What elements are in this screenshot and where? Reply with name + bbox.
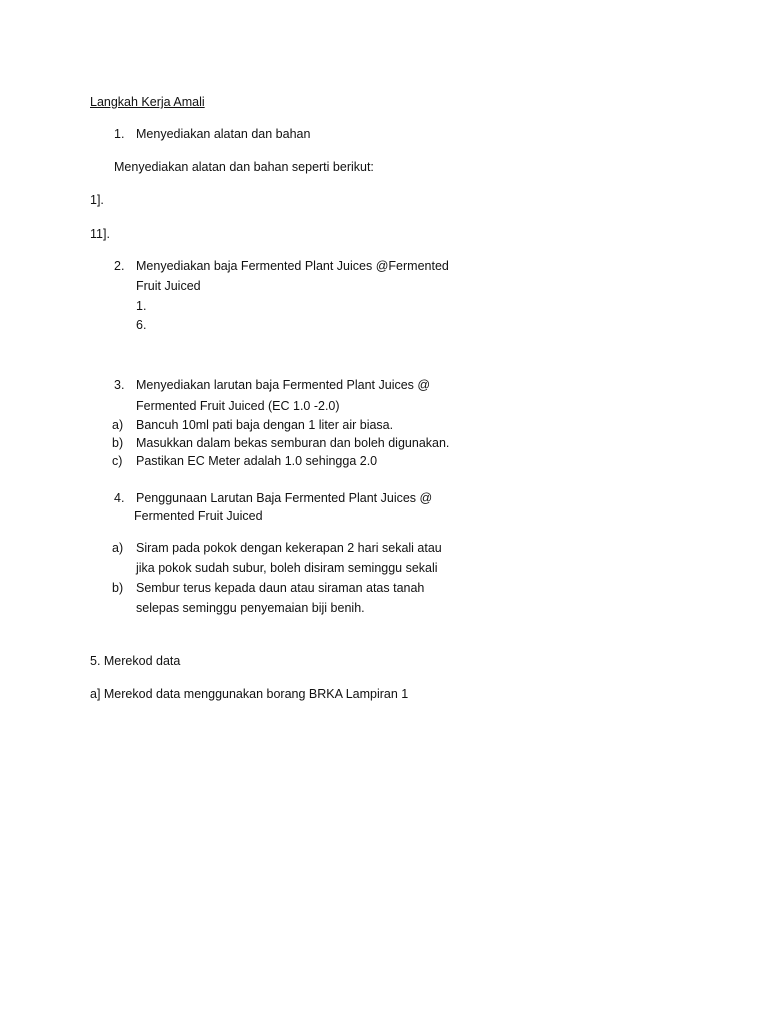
step2-number: 2. <box>114 259 125 273</box>
heading: Langkah Kerja Amali <box>90 95 205 109</box>
step3-title-line2: Fermented Fruit Juiced (EC 1.0 -2.0) <box>136 399 340 413</box>
step3-item-label: a) <box>112 418 124 432</box>
step4-item-line1: Siram pada pokok dengan kekerapan 2 hari sekali atau <box>136 541 442 555</box>
step4-title-line2: Fermented Fruit Juiced <box>134 509 263 523</box>
step3-item-text: Bancuh 10ml pati baja dengan 1 liter air biasa. <box>136 418 394 432</box>
step3-item-label: b) <box>112 436 124 450</box>
step4-item-label: b) <box>112 581 124 595</box>
step2-title-line2: Fruit Juiced <box>136 279 201 293</box>
step3-item-text: Masukkan dalam bekas semburan dan boleh digunakan. <box>136 436 450 450</box>
step1-title: Menyediakan alatan dan bahan <box>136 127 311 141</box>
step4-item-line1: Sembur terus kepada daun atau siraman atas tanah <box>136 581 425 595</box>
step3-item-label: c) <box>112 454 123 468</box>
step4-item-label: a) <box>112 541 124 555</box>
step2-title-line1: Menyediakan baja Fermented Plant Juices @Fermented <box>136 259 449 273</box>
step1-number: 1. <box>114 127 125 141</box>
step4-number: 4. <box>114 491 125 505</box>
step1-item: 1]. <box>90 193 104 207</box>
step3-number: 3. <box>114 378 125 392</box>
step1-description: Menyediakan alatan dan bahan seperti berikut: <box>114 160 374 174</box>
step3-item-text: Pastikan EC Meter adalah 1.0 sehingga 2.0 <box>136 454 378 468</box>
step2-item: 6. <box>136 318 147 332</box>
step2-item: 1. <box>136 299 147 313</box>
step4-item-line2: jika pokok sudah subur, boleh disiram seminggu sekali <box>136 561 438 575</box>
step5-title: 5. Merekod data <box>90 654 181 668</box>
step1-item: 11]. <box>90 227 110 241</box>
step5-item: a] Merekod data menggunakan borang BRKA Lampiran 1 <box>90 687 409 701</box>
step3-title-line1: Menyediakan larutan baja Fermented Plant Juices @ <box>136 378 431 392</box>
step4-title-line1: Penggunaan Larutan Baja Fermented Plant Juices @ <box>136 491 433 505</box>
step4-item-line2: selepas seminggu penyemaian biji benih. <box>136 601 365 615</box>
